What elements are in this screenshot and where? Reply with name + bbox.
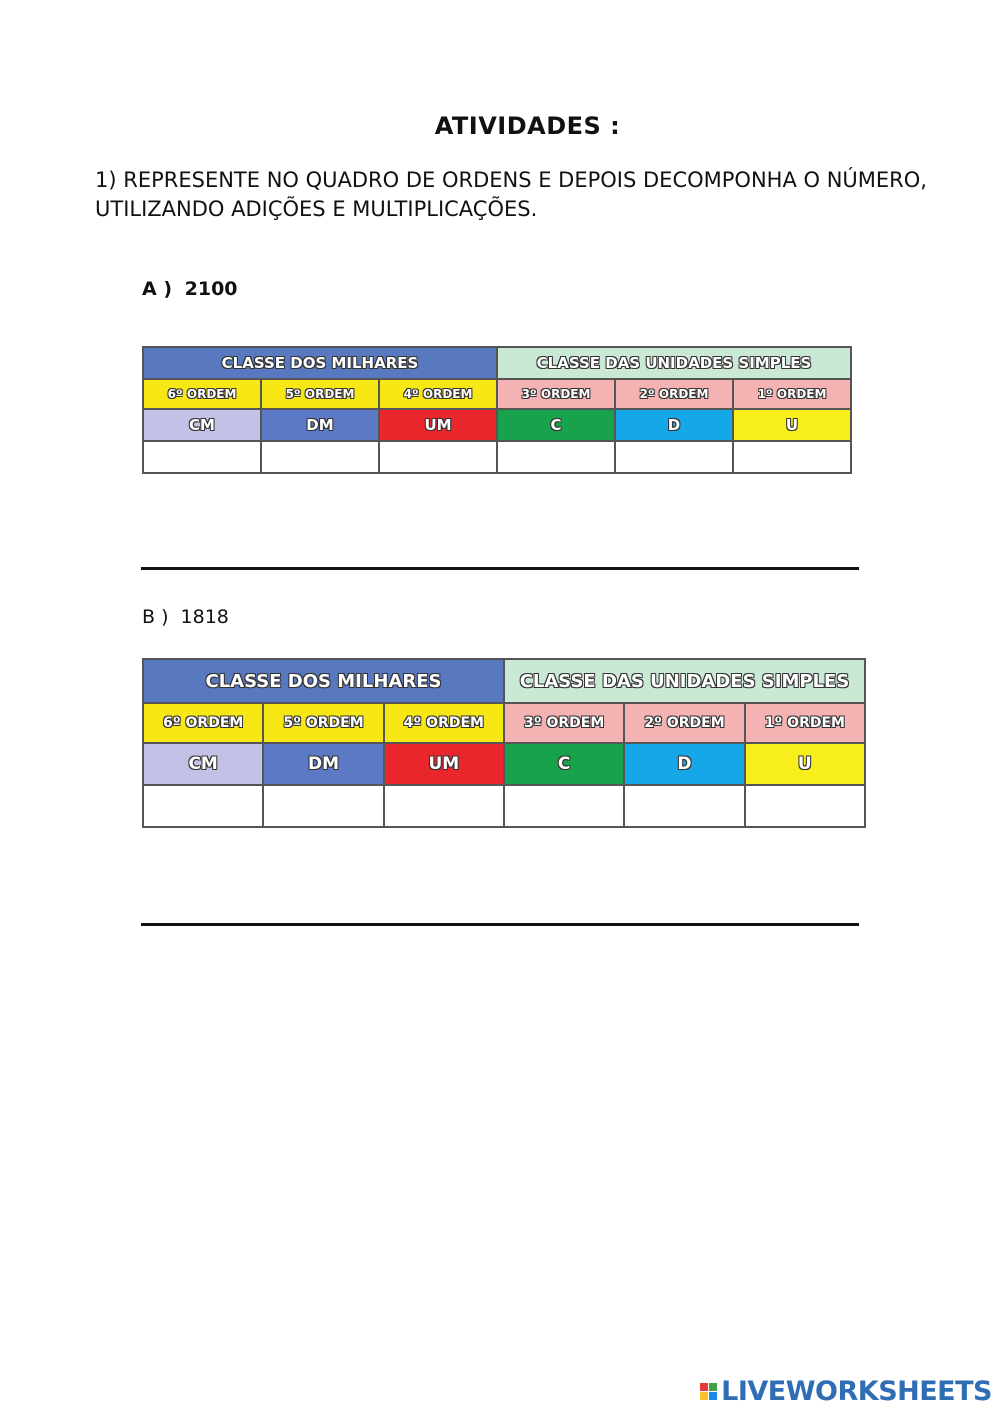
order-4-header: 4º ORDEM [379,379,497,409]
order-6-header: 6º ORDEM [143,703,263,743]
instruction-line-1: 1) REPRESENTE NO QUADRO DE ORDENS E DEPOIS DECOMPONHA O NÚMERO, [95,168,927,192]
answer-cell-cm[interactable] [143,441,261,473]
unit-um-header: UM [379,409,497,441]
answer-input-a-c[interactable] [498,442,614,472]
order-table-a [142,346,852,474]
answer-input-b-u[interactable] [746,786,864,826]
unit-dm-header: DM [261,409,379,441]
answer-cell-d[interactable] [615,441,733,473]
order-2-header: 2º ORDEM [615,379,733,409]
order-5-header: 5º ORDEM [261,379,379,409]
order-4-header: 4º ORDEM [384,703,504,743]
unit-dm-header: DM [263,743,383,785]
answer-cell-um[interactable] [379,441,497,473]
instruction [95,166,965,224]
unit-c-header: C [504,743,624,785]
unit-um-header: UM [384,743,504,785]
answer-input-b-um[interactable] [385,786,503,826]
question-a-letter: A ) [142,278,173,300]
liveworksheets-logo [700,1376,992,1407]
answer-input-b-dm[interactable] [264,786,382,826]
answer-cell-c[interactable] [497,441,615,473]
class-thousands-header: CLASSE DOS MILHARES [143,347,497,379]
question-b-number: 1818 [180,606,229,628]
answer-cell-u[interactable] [733,441,851,473]
answer-input-b-d[interactable] [625,786,743,826]
answer-cell-cm[interactable] [143,785,263,827]
order-table-b [142,658,866,828]
decomposition-answer-line-a[interactable] [141,567,859,570]
unit-u-header: U [733,409,851,441]
class-thousands-header: CLASSE DOS MILHARES [143,659,504,703]
order-3-header: 3º ORDEM [497,379,615,409]
decomposition-answer-line-b[interactable] [141,923,859,926]
unit-d-header: D [615,409,733,441]
unit-cm-header: CM [143,409,261,441]
unit-cm-header: CM [143,743,263,785]
order-5-header: 5º ORDEM [263,703,383,743]
question-b-letter: B ) [142,606,169,628]
answer-input-b-c[interactable] [505,786,623,826]
answer-input-b-cm[interactable] [144,786,262,826]
order-2-header: 2º ORDEM [624,703,744,743]
answer-cell-um[interactable] [384,785,504,827]
order-6-header: 6º ORDEM [143,379,261,409]
unit-u-header: U [745,743,865,785]
unit-d-header: D [624,743,744,785]
answer-cell-dm[interactable] [261,441,379,473]
order-3-header: 3º ORDEM [504,703,624,743]
answer-cell-dm[interactable] [263,785,383,827]
class-units-header: CLASSE DAS UNIDADES SIMPLES [504,659,865,703]
unit-c-header: C [497,409,615,441]
order-1-header: 1º ORDEM [733,379,851,409]
answer-cell-u[interactable] [745,785,865,827]
liveworksheets-icon [700,1383,717,1400]
answer-cell-c[interactable] [504,785,624,827]
class-units-header: CLASSE DAS UNIDADES SIMPLES [497,347,851,379]
instruction-line-2: UTILIZANDO ADIÇÕES E MULTIPLICAÇÕES. [95,197,538,221]
answer-input-a-dm[interactable] [262,442,378,472]
question-a-number: 2100 [184,278,238,300]
page-title: ATIVIDADES : [434,112,621,140]
answer-input-a-um[interactable] [380,442,496,472]
order-1-header: 1º ORDEM [745,703,865,743]
question-a-label [142,278,238,300]
answer-input-a-d[interactable] [616,442,732,472]
answer-input-a-cm[interactable] [144,442,260,472]
answer-input-a-u[interactable] [734,442,850,472]
answer-cell-d[interactable] [624,785,744,827]
brand-name: LIVEWORKSHEETS [721,1376,992,1407]
question-b-label [142,606,229,628]
